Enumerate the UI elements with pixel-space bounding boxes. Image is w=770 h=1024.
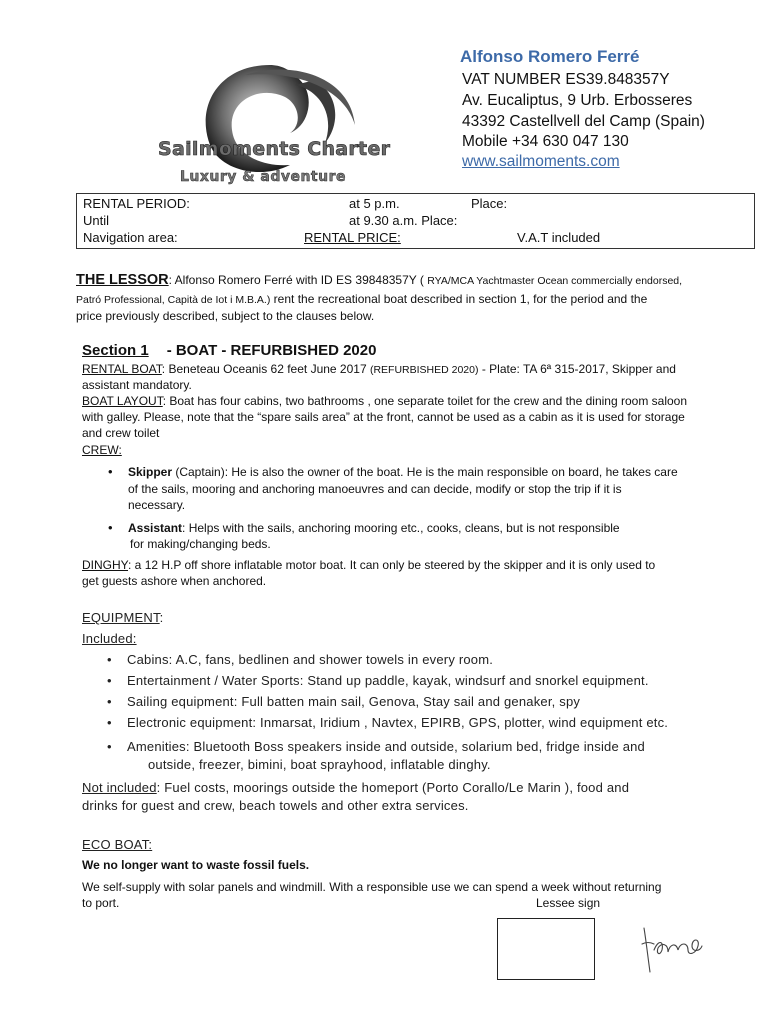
lessee-signature-box[interactable] [497, 918, 595, 980]
brand-name: Sailmoments Charter [158, 138, 391, 160]
assistant-line-2: for making/changing beds. [130, 537, 271, 551]
equipment-label: EQUIPMENT [82, 610, 160, 625]
vat-number: VAT NUMBER ES39.848357Y [462, 71, 670, 88]
eco-boat-label: ECO BOAT: [82, 837, 153, 852]
not-included-text-1: : Fuel costs, moorings outside the homeport (Porto Corallo/Le Marin ), food and [156, 780, 630, 795]
boat-layout-line-3: and crew toilet [82, 426, 160, 440]
equipment-item: • Cabins: A.C, fans, bedlinen and shower towels in every room. [127, 651, 493, 669]
address-line-2: 43392 Castellvell del Camp (Spain) [462, 113, 705, 130]
navigation-area-label: Navigation area: [83, 230, 178, 245]
amenities-line-2: outside, freezer, bimini, boat sprayhood, inflatable dinghy. [148, 757, 491, 772]
section-title [82, 342, 376, 359]
not-included-label: Not included [82, 780, 157, 795]
place-label: Place: [471, 196, 508, 211]
included-label: Included: [82, 631, 137, 646]
until-label: Until [83, 213, 110, 228]
amenities-line-1: • Amenities: Bluetooth Boss speakers inside and outside, solarium bed, fridge inside and [127, 738, 645, 756]
company-name: Alfonso Romero Ferré [460, 47, 640, 66]
rental-price-label: RENTAL PRICE: [304, 230, 401, 245]
skipper-label: Skipper [128, 465, 173, 479]
rental-period-time: at 5 p.m. [349, 196, 400, 211]
lessor-text-2a: Patró Professional, Capità de Iot i M.B.A.) [76, 294, 271, 306]
section-subtitle: - BOAT - REFURBISHED 2020 [166, 342, 377, 359]
rental-boat-line-1 [82, 361, 676, 378]
assistant-text-1: : Helps with the sails, anchoring mooring etc., cooks, cleans, but is not responsible [182, 521, 620, 535]
lessor-text-1a: : Alfonso Romero Ferré with ID ES 39848357Y ( [168, 273, 428, 287]
rental-boat-text-b: (REFURBISHED 2020) [369, 364, 479, 376]
boat-layout-line-1 [82, 393, 687, 409]
until-time: at 9.30 a.m. Place: [349, 213, 458, 228]
not-included-line-1 [82, 779, 629, 797]
rental-period-label: RENTAL PERIOD: [83, 196, 190, 211]
boat-layout-label: BOAT LAYOUT [82, 394, 163, 408]
rental-boat-text-c: - Plate: TA 6ª 315-2017, Skipper and [478, 362, 676, 376]
rental-boat-line-2: assistant mandatory. [82, 378, 192, 392]
equipment-heading [82, 609, 163, 627]
equipment-item: • Entertainment / Water Sports: Stand up paddle, kayak, windsurf and snorkel equipment. [127, 672, 649, 690]
crew-label: CREW: [82, 443, 122, 457]
assistant-bullet [128, 520, 620, 536]
vat-included-label: V.A.T included [517, 230, 601, 245]
mobile-number: Mobile +34 630 047 130 [462, 133, 629, 150]
brand-tagline: Luxury & adventure [180, 169, 346, 185]
lessor-heading: THE LESSOR [76, 272, 169, 288]
address-line-1: Av. Eucaliptus, 9 Urb. Erbosseres [462, 92, 693, 109]
dinghy-line-2: get guests ashore when anchored. [82, 574, 267, 588]
skipper-text-1: (Captain): He is also the owner of the boat. He is the main responsible on board, he takes care [172, 465, 678, 479]
dinghy-text-1: : a 12 H.P off shore inflatable motor boat. It can only be steered by the skipper and it is only used to [128, 558, 656, 572]
equipment-colon: : [159, 610, 164, 625]
lessor-text-2b: rent the recreational boat described in section 1, for the period and the [270, 292, 648, 306]
skipper-bullet [128, 464, 678, 480]
equipment-item: • Electronic equipment: Inmarsat, Iridium , Navtex, EPIRB, GPS, plotter, wind equipment etc. [127, 714, 668, 732]
not-included-line-2: drinks for guest and crew, beach towels and other extra services. [82, 798, 469, 813]
lessee-sign-label: Lessee sign [536, 896, 601, 910]
lessor-signature [636, 920, 708, 978]
equipment-item: • Sailing equipment: Full batten main sail, Genova, Stay sail and genaker, spy [127, 693, 580, 711]
assistant-label: Assistant [128, 521, 183, 535]
dinghy-label: DINGHY [82, 558, 129, 572]
eco-text-2: to port. [82, 896, 120, 910]
skipper-line-3: necessary. [128, 498, 186, 512]
eco-text-1: We self-supply with solar panels and windmill. With a responsible use we can spend a week without returning [82, 880, 662, 894]
lessor-text-1b: RYA/MCA Yachtmaster Ocean commercially endorsed, [427, 275, 683, 287]
boat-layout-text-1: : Boat has four cabins, two bathrooms , one separate toilet for the crew and the dining room saloon [162, 394, 688, 408]
skipper-line-2: of the sails, mooring and anchoring manoeuvres and can decide, modify or stop the trip if it is [128, 482, 622, 496]
section-number: Section 1 [82, 342, 149, 359]
rental-boat-label: RENTAL BOAT [82, 362, 162, 376]
lessor-line-3: price previously described, subject to the clauses below. [76, 309, 375, 323]
rental-boat-text-a: : Beneteau Oceanis 62 feet June 2017 [161, 362, 370, 376]
dinghy-line-1 [82, 557, 655, 573]
boat-layout-line-2: with galley. Please, note that the “spare sails area” at the front, cannot be used as a cabin as it is used for storage [82, 410, 685, 424]
lessor-line-2 [76, 291, 647, 308]
eco-headline: We no longer want to waste fossil fuels. [82, 858, 310, 872]
lessor-line-1 [76, 272, 682, 289]
website-link[interactable]: www.sailmoments.com [462, 153, 620, 170]
